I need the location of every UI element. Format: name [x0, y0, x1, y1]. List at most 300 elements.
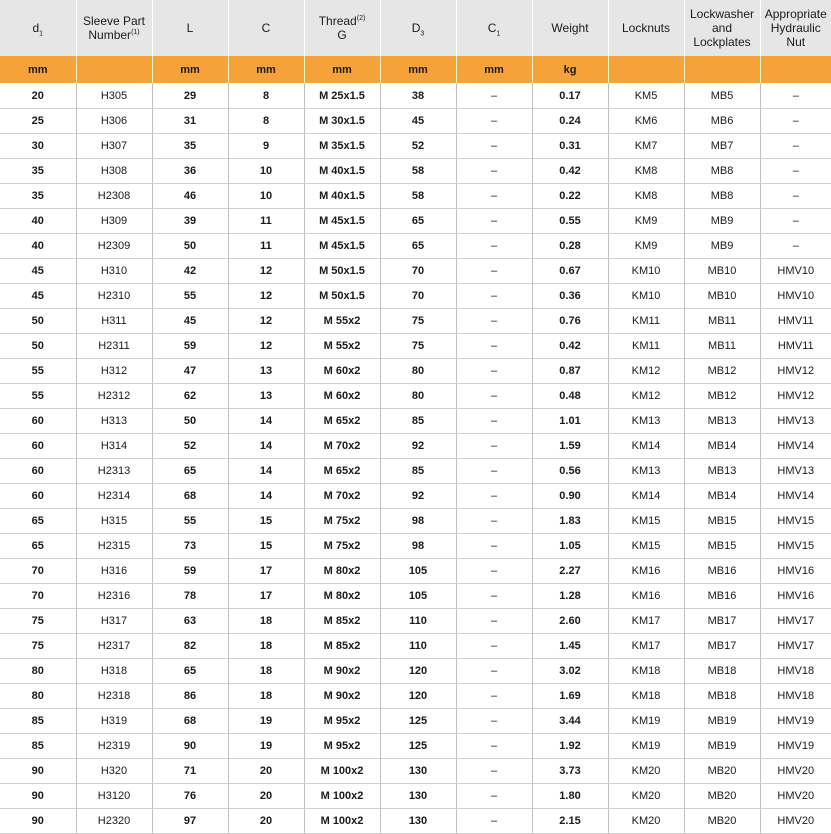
cell-c: 18 — [228, 659, 304, 684]
cell-c: 20 — [228, 784, 304, 809]
cell-hydraulic-nut: HMV17 — [760, 634, 831, 659]
table-row — [0, 784, 831, 809]
cell-l: 68 — [152, 709, 228, 734]
cell-thread: M 50x1.5 — [304, 284, 380, 309]
cell-c1: – — [456, 584, 532, 609]
table-row — [0, 259, 831, 284]
cell-hydraulic-nut: HMV20 — [760, 784, 831, 809]
cell-d3: 80 — [380, 384, 456, 409]
cell-sleeve-part-number: H307 — [76, 134, 152, 159]
cell-c: 13 — [228, 384, 304, 409]
cell-weight: 3.44 — [532, 709, 608, 734]
cell-d1: 60 — [0, 484, 76, 509]
cell-weight: 0.76 — [532, 309, 608, 334]
header-weight: Weight — [532, 0, 608, 56]
table-row — [0, 184, 831, 209]
cell-lockwasher: MB8 — [684, 159, 760, 184]
table-row — [0, 209, 831, 234]
cell-lockwasher: MB12 — [684, 384, 760, 409]
cell-weight: 2.15 — [532, 809, 608, 834]
cell-weight: 2.60 — [532, 609, 608, 634]
cell-l: 73 — [152, 534, 228, 559]
cell-c: 19 — [228, 709, 304, 734]
cell-thread: M 75x2 — [304, 509, 380, 534]
cell-d3: 130 — [380, 759, 456, 784]
cell-locknut: KM6 — [608, 109, 684, 134]
cell-lockwasher: MB20 — [684, 759, 760, 784]
cell-hydraulic-nut: HMV19 — [760, 734, 831, 759]
cell-d3: 110 — [380, 634, 456, 659]
table-row — [0, 409, 831, 434]
cell-d3: 85 — [380, 409, 456, 434]
cell-locknut: KM12 — [608, 384, 684, 409]
cell-hydraulic-nut: – — [760, 234, 831, 259]
cell-c1: – — [456, 684, 532, 709]
cell-locknut: KM18 — [608, 659, 684, 684]
cell-c: 18 — [228, 634, 304, 659]
cell-thread: M 25x1.5 — [304, 83, 380, 109]
cell-lockwasher: MB20 — [684, 784, 760, 809]
cell-hydraulic-nut: HMV14 — [760, 434, 831, 459]
header-row — [0, 0, 831, 56]
cell-sleeve-part-number: H2317 — [76, 634, 152, 659]
cell-locknut: KM20 — [608, 784, 684, 809]
cell-c1: – — [456, 759, 532, 784]
cell-d1: 60 — [0, 459, 76, 484]
cell-sleeve-part-number: H314 — [76, 434, 152, 459]
cell-weight: 0.48 — [532, 384, 608, 409]
cell-c1: – — [456, 609, 532, 634]
cell-thread: M 30x1.5 — [304, 109, 380, 134]
cell-c1: – — [456, 359, 532, 384]
cell-weight: 0.22 — [532, 184, 608, 209]
cell-c: 14 — [228, 459, 304, 484]
cell-c1: – — [456, 209, 532, 234]
cell-hydraulic-nut: HMV11 — [760, 309, 831, 334]
cell-l: 42 — [152, 259, 228, 284]
cell-sleeve-part-number: H317 — [76, 609, 152, 634]
cell-weight: 1.28 — [532, 584, 608, 609]
cell-locknut: KM8 — [608, 159, 684, 184]
cell-locknut: KM17 — [608, 609, 684, 634]
cell-l: 63 — [152, 609, 228, 634]
cell-lockwasher: MB12 — [684, 359, 760, 384]
cell-c: 18 — [228, 684, 304, 709]
cell-locknut: KM19 — [608, 709, 684, 734]
unit-cell: kg — [532, 56, 608, 83]
unit-cell — [684, 56, 760, 83]
cell-hydraulic-nut: HMV12 — [760, 359, 831, 384]
cell-l: 62 — [152, 384, 228, 409]
cell-c: 17 — [228, 559, 304, 584]
cell-locknut: KM15 — [608, 534, 684, 559]
cell-d1: 35 — [0, 184, 76, 209]
cell-d3: 85 — [380, 459, 456, 484]
cell-c1: – — [456, 184, 532, 209]
cell-hydraulic-nut: HMV20 — [760, 759, 831, 784]
cell-thread: M 70x2 — [304, 484, 380, 509]
cell-c: 15 — [228, 534, 304, 559]
cell-c1: – — [456, 384, 532, 409]
cell-locknut: KM14 — [608, 434, 684, 459]
cell-c1: – — [456, 809, 532, 834]
cell-lockwasher: MB15 — [684, 509, 760, 534]
cell-l: 39 — [152, 209, 228, 234]
table-row — [0, 634, 831, 659]
table-row — [0, 459, 831, 484]
cell-lockwasher: MB11 — [684, 309, 760, 334]
cell-l: 55 — [152, 284, 228, 309]
cell-d3: 105 — [380, 584, 456, 609]
cell-c1: – — [456, 409, 532, 434]
cell-lockwasher: MB5 — [684, 83, 760, 109]
cell-locknut: KM16 — [608, 559, 684, 584]
cell-d1: 80 — [0, 684, 76, 709]
cell-d1: 60 — [0, 409, 76, 434]
cell-sleeve-part-number: H2309 — [76, 234, 152, 259]
cell-c: 9 — [228, 134, 304, 159]
header-c1: $C_1$ — [456, 0, 532, 56]
cell-locknut: KM14 — [608, 484, 684, 509]
cell-locknut: KM5 — [608, 83, 684, 109]
unit-cell — [760, 56, 831, 83]
cell-c1: – — [456, 434, 532, 459]
cell-d1: 55 — [0, 384, 76, 409]
cell-sleeve-part-number: H313 — [76, 409, 152, 434]
cell-c1: – — [456, 284, 532, 309]
cell-lockwasher: MB9 — [684, 209, 760, 234]
cell-thread: M 100x2 — [304, 759, 380, 784]
cell-c: 12 — [228, 334, 304, 359]
cell-sleeve-part-number: H2320 — [76, 809, 152, 834]
cell-weight: 0.90 — [532, 484, 608, 509]
table-row — [0, 584, 831, 609]
cell-thread: M 90x2 — [304, 684, 380, 709]
cell-weight: 1.83 — [532, 509, 608, 534]
cell-c: 18 — [228, 609, 304, 634]
cell-thread: M 55x2 — [304, 334, 380, 359]
cell-c: 8 — [228, 109, 304, 134]
cell-d1: 70 — [0, 584, 76, 609]
cell-sleeve-part-number: H3120 — [76, 784, 152, 809]
cell-weight: 3.02 — [532, 659, 608, 684]
header-sleeve-part-number: Sleeve Part Number$^{(1)}$ — [76, 0, 152, 56]
cell-weight: 0.36 — [532, 284, 608, 309]
table-row — [0, 709, 831, 734]
cell-l: 35 — [152, 134, 228, 159]
cell-d3: 105 — [380, 559, 456, 584]
unit-cell: mm — [380, 56, 456, 83]
cell-c1: – — [456, 784, 532, 809]
cell-l: 82 — [152, 634, 228, 659]
cell-hydraulic-nut: HMV17 — [760, 609, 831, 634]
cell-lockwasher: MB7 — [684, 134, 760, 159]
cell-c: 17 — [228, 584, 304, 609]
cell-weight: 1.45 — [532, 634, 608, 659]
cell-hydraulic-nut: HMV10 — [760, 259, 831, 284]
cell-l: 50 — [152, 234, 228, 259]
cell-thread: M 40x1.5 — [304, 184, 380, 209]
cell-d3: 58 — [380, 184, 456, 209]
cell-d3: 92 — [380, 434, 456, 459]
cell-weight: 1.92 — [532, 734, 608, 759]
cell-d3: 98 — [380, 509, 456, 534]
cell-c: 12 — [228, 259, 304, 284]
cell-thread: M 85x2 — [304, 609, 380, 634]
cell-c1: – — [456, 484, 532, 509]
cell-thread: M 35x1.5 — [304, 134, 380, 159]
cell-locknut: KM8 — [608, 184, 684, 209]
header-l: L — [152, 0, 228, 56]
cell-d1: 75 — [0, 609, 76, 634]
cell-thread: M 80x2 — [304, 559, 380, 584]
cell-hydraulic-nut: HMV15 — [760, 534, 831, 559]
unit-cell: mm — [456, 56, 532, 83]
cell-l: 71 — [152, 759, 228, 784]
cell-c: 12 — [228, 284, 304, 309]
table-row — [0, 359, 831, 384]
cell-c1: – — [456, 83, 532, 109]
cell-d3: 70 — [380, 259, 456, 284]
cell-lockwasher: MB16 — [684, 559, 760, 584]
cell-hydraulic-nut: HMV16 — [760, 559, 831, 584]
cell-lockwasher: MB15 — [684, 534, 760, 559]
cell-l: 59 — [152, 334, 228, 359]
cell-weight: 0.56 — [532, 459, 608, 484]
cell-c: 20 — [228, 759, 304, 784]
cell-lockwasher: MB18 — [684, 659, 760, 684]
table-row — [0, 384, 831, 409]
cell-thread: M 60x2 — [304, 359, 380, 384]
cell-d1: 45 — [0, 259, 76, 284]
cell-thread: M 90x2 — [304, 659, 380, 684]
cell-locknut: KM9 — [608, 234, 684, 259]
cell-weight: 0.24 — [532, 109, 608, 134]
cell-c1: – — [456, 334, 532, 359]
cell-sleeve-part-number: H311 — [76, 309, 152, 334]
cell-l: 76 — [152, 784, 228, 809]
cell-weight: 0.31 — [532, 134, 608, 159]
cell-d1: 85 — [0, 709, 76, 734]
cell-sleeve-part-number: H318 — [76, 659, 152, 684]
cell-lockwasher: MB11 — [684, 334, 760, 359]
cell-sleeve-part-number: H2311 — [76, 334, 152, 359]
table-row — [0, 659, 831, 684]
cell-hydraulic-nut: HMV13 — [760, 459, 831, 484]
cell-sleeve-part-number: H319 — [76, 709, 152, 734]
table-row — [0, 234, 831, 259]
cell-lockwasher: MB8 — [684, 184, 760, 209]
table-row — [0, 609, 831, 634]
header-hydraulic-nut: Appropriate Hydraulic Nut — [760, 0, 831, 56]
cell-hydraulic-nut: HMV18 — [760, 684, 831, 709]
cell-d1: 40 — [0, 209, 76, 234]
unit-cell: mm — [228, 56, 304, 83]
cell-lockwasher: MB10 — [684, 259, 760, 284]
cell-c: 10 — [228, 184, 304, 209]
cell-sleeve-part-number: H310 — [76, 259, 152, 284]
cell-d1: 90 — [0, 784, 76, 809]
cell-c1: – — [456, 709, 532, 734]
cell-d3: 58 — [380, 159, 456, 184]
cell-thread: M 95x2 — [304, 734, 380, 759]
cell-c1: – — [456, 559, 532, 584]
cell-hydraulic-nut: HMV12 — [760, 384, 831, 409]
header-c: C — [228, 0, 304, 56]
cell-thread: M 65x2 — [304, 459, 380, 484]
cell-thread: M 55x2 — [304, 309, 380, 334]
cell-weight: 1.01 — [532, 409, 608, 434]
unit-cell — [608, 56, 684, 83]
cell-lockwasher: MB17 — [684, 634, 760, 659]
cell-hydraulic-nut: HMV19 — [760, 709, 831, 734]
cell-c: 15 — [228, 509, 304, 534]
cell-d1: 85 — [0, 734, 76, 759]
cell-hydraulic-nut: HMV13 — [760, 409, 831, 434]
cell-weight: 3.73 — [532, 759, 608, 784]
cell-sleeve-part-number: H2314 — [76, 484, 152, 509]
cell-hydraulic-nut: HMV20 — [760, 809, 831, 834]
cell-locknut: KM17 — [608, 634, 684, 659]
cell-l: 86 — [152, 684, 228, 709]
cell-lockwasher: MB13 — [684, 459, 760, 484]
cell-thread: M 45x1.5 — [304, 234, 380, 259]
table-row — [0, 534, 831, 559]
cell-lockwasher: MB20 — [684, 809, 760, 834]
cell-locknut: KM10 — [608, 259, 684, 284]
cell-d3: 38 — [380, 83, 456, 109]
cell-d1: 90 — [0, 759, 76, 784]
cell-l: 97 — [152, 809, 228, 834]
header-lockwasher: Lockwasher and Lockplates — [684, 0, 760, 56]
cell-locknut: KM10 — [608, 284, 684, 309]
cell-locknut: KM13 — [608, 409, 684, 434]
cell-sleeve-part-number: H306 — [76, 109, 152, 134]
cell-sleeve-part-number: H2315 — [76, 534, 152, 559]
cell-c: 11 — [228, 234, 304, 259]
cell-l: 68 — [152, 484, 228, 509]
cell-l: 31 — [152, 109, 228, 134]
cell-weight: 0.42 — [532, 334, 608, 359]
cell-lockwasher: MB16 — [684, 584, 760, 609]
cell-sleeve-part-number: H2319 — [76, 734, 152, 759]
cell-l: 36 — [152, 159, 228, 184]
cell-weight: 2.27 — [532, 559, 608, 584]
table-row — [0, 159, 831, 184]
cell-d3: 120 — [380, 659, 456, 684]
cell-l: 45 — [152, 309, 228, 334]
cell-hydraulic-nut: HMV16 — [760, 584, 831, 609]
cell-l: 78 — [152, 584, 228, 609]
cell-d3: 65 — [380, 234, 456, 259]
cell-locknut: KM13 — [608, 459, 684, 484]
cell-c: 14 — [228, 409, 304, 434]
table-row — [0, 559, 831, 584]
cell-d1: 25 — [0, 109, 76, 134]
cell-locknut: KM12 — [608, 359, 684, 384]
unit-cell: mm — [0, 56, 76, 83]
cell-c: 12 — [228, 309, 304, 334]
cell-c1: – — [456, 159, 532, 184]
unit-cell: mm — [304, 56, 380, 83]
cell-l: 50 — [152, 409, 228, 434]
cell-locknut: KM9 — [608, 209, 684, 234]
cell-d1: 35 — [0, 159, 76, 184]
table-row — [0, 484, 831, 509]
cell-d3: 92 — [380, 484, 456, 509]
cell-sleeve-part-number: H308 — [76, 159, 152, 184]
cell-d3: 125 — [380, 734, 456, 759]
cell-d3: 125 — [380, 709, 456, 734]
cell-c: 11 — [228, 209, 304, 234]
cell-c1: – — [456, 134, 532, 159]
cell-thread: M 95x2 — [304, 709, 380, 734]
cell-d3: 70 — [380, 284, 456, 309]
cell-d3: 120 — [380, 684, 456, 709]
cell-hydraulic-nut: HMV11 — [760, 334, 831, 359]
cell-locknut: KM16 — [608, 584, 684, 609]
cell-weight: 1.80 — [532, 784, 608, 809]
cell-d1: 50 — [0, 309, 76, 334]
cell-c1: – — [456, 234, 532, 259]
cell-weight: 0.28 — [532, 234, 608, 259]
cell-d1: 60 — [0, 434, 76, 459]
cell-sleeve-part-number: H2313 — [76, 459, 152, 484]
cell-hydraulic-nut: HMV10 — [760, 284, 831, 309]
cell-lockwasher: MB19 — [684, 734, 760, 759]
cell-sleeve-part-number: H2310 — [76, 284, 152, 309]
cell-sleeve-part-number: H2308 — [76, 184, 152, 209]
cell-thread: M 65x2 — [304, 409, 380, 434]
header-locknuts: Locknuts — [608, 0, 684, 56]
cell-sleeve-part-number: H305 — [76, 83, 152, 109]
cell-l: 55 — [152, 509, 228, 534]
cell-d1: 30 — [0, 134, 76, 159]
cell-hydraulic-nut: HMV14 — [760, 484, 831, 509]
cell-lockwasher: MB17 — [684, 609, 760, 634]
cell-weight: 0.55 — [532, 209, 608, 234]
unit-cell: mm — [152, 56, 228, 83]
cell-lockwasher: MB18 — [684, 684, 760, 709]
cell-lockwasher: MB14 — [684, 434, 760, 459]
cell-d3: 75 — [380, 309, 456, 334]
cell-l: 46 — [152, 184, 228, 209]
header-d3: $D_3$ — [380, 0, 456, 56]
cell-c: 20 — [228, 809, 304, 834]
cell-locknut: KM20 — [608, 809, 684, 834]
cell-d1: 70 — [0, 559, 76, 584]
cell-d1: 55 — [0, 359, 76, 384]
cell-d3: 45 — [380, 109, 456, 134]
cell-thread: M 80x2 — [304, 584, 380, 609]
cell-d1: 75 — [0, 634, 76, 659]
cell-weight: 0.42 — [532, 159, 608, 184]
cell-thread: M 40x1.5 — [304, 159, 380, 184]
cell-sleeve-part-number: H309 — [76, 209, 152, 234]
cell-thread: M 50x1.5 — [304, 259, 380, 284]
cell-l: 47 — [152, 359, 228, 384]
table-row — [0, 309, 831, 334]
cell-locknut: KM11 — [608, 309, 684, 334]
cell-d3: 80 — [380, 359, 456, 384]
header-d1: $d_1$ — [0, 0, 76, 56]
cell-locknut: KM18 — [608, 684, 684, 709]
cell-hydraulic-nut: – — [760, 134, 831, 159]
cell-d1: 65 — [0, 509, 76, 534]
cell-l: 59 — [152, 559, 228, 584]
cell-hydraulic-nut: HMV15 — [760, 509, 831, 534]
cell-sleeve-part-number: H316 — [76, 559, 152, 584]
